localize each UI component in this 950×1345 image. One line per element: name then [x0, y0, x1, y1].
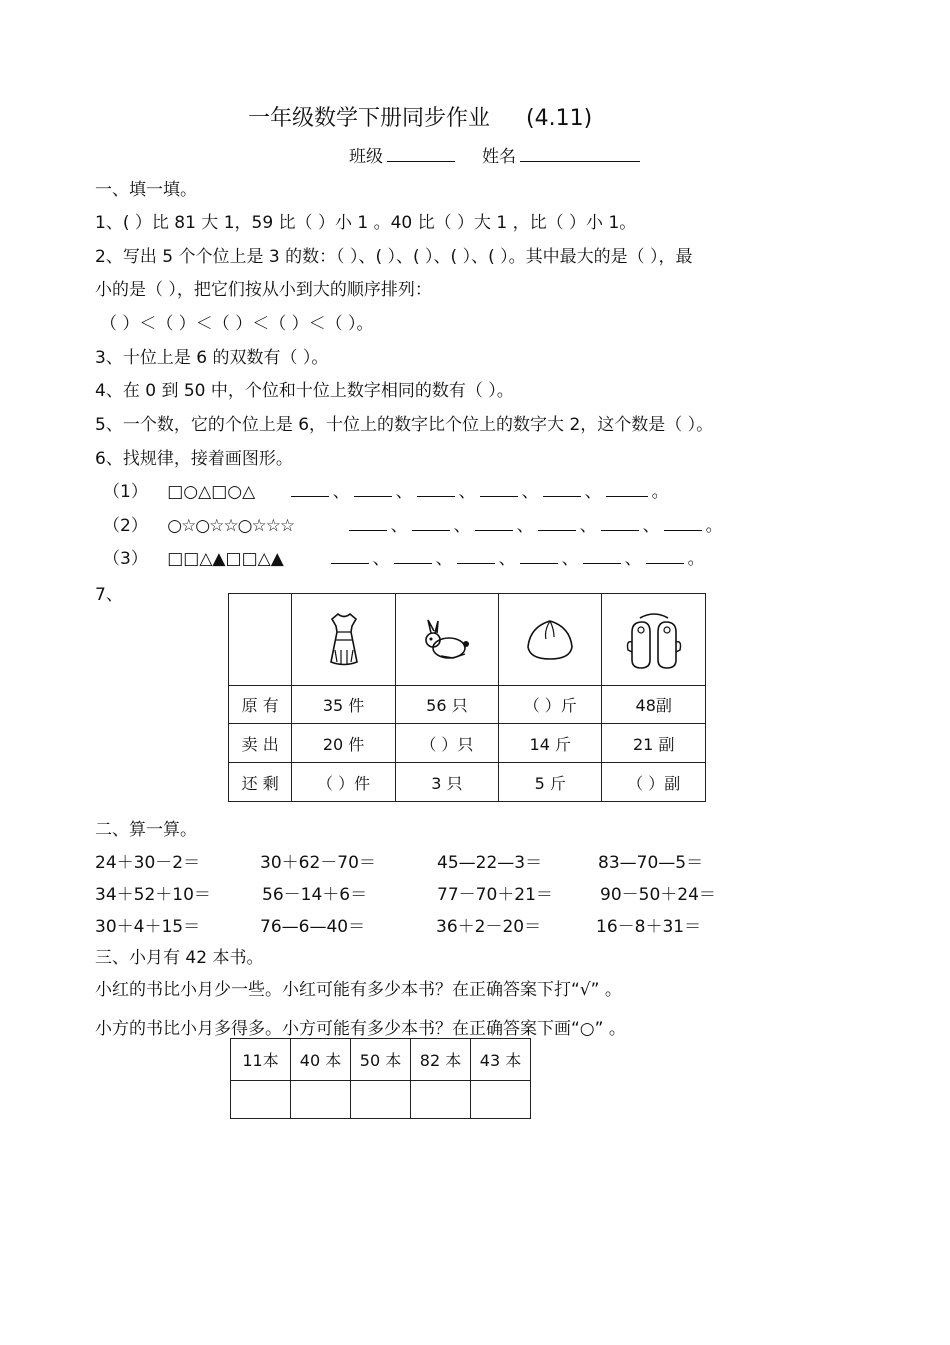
- rabbit-icon: [419, 618, 475, 662]
- question-5: 5、一个数，它的个位上是 6，十位上的数字比个位上的数字大 2，这个数是（ ）。: [95, 415, 714, 435]
- calc-item[interactable]: 83—70—5＝: [598, 853, 704, 873]
- table-cell: 21 副: [602, 724, 706, 763]
- separator: 、: [435, 549, 453, 569]
- pattern-blank[interactable]: [349, 514, 387, 531]
- table-cell[interactable]: （ ）副: [602, 763, 706, 802]
- table-cell: 35 件: [292, 686, 395, 724]
- end-mark: 。: [687, 549, 705, 569]
- question-3: 3、十位上是 6 的双数有（ ）。: [95, 348, 329, 368]
- mittens-icon: [622, 608, 686, 672]
- calc-item[interactable]: 36＋2－20＝: [436, 917, 542, 937]
- calc-item[interactable]: 34＋52＋10＝: [95, 885, 211, 905]
- row-label: 卖 出: [229, 724, 292, 763]
- answer-cell[interactable]: [291, 1081, 351, 1119]
- title-date: (4.11): [526, 106, 593, 131]
- pattern-blank[interactable]: [412, 514, 450, 531]
- section3-line2: 小方的书比小月多得多。小方可能有多少本书？在正确答案下画“○” 。: [95, 1019, 626, 1039]
- title-text: 一年级数学下册同步作业: [248, 106, 491, 131]
- name-field[interactable]: [482, 142, 640, 167]
- dress-icon: [324, 610, 364, 670]
- question-4: 4、在 0 到 50 中，个位和十位上数字相同的数有（ ）。: [95, 381, 514, 401]
- mittens-cell: [602, 594, 706, 686]
- class-blank[interactable]: [387, 143, 455, 162]
- section3-line1: 小红的书比小月少一些。小红可能有多少本书？在正确答案下打“√” 。: [95, 980, 622, 1000]
- pattern-blank[interactable]: [475, 514, 513, 531]
- options-row: [231, 1039, 531, 1081]
- pattern-blank[interactable]: [354, 480, 392, 497]
- pattern-blank[interactable]: [606, 480, 648, 497]
- table-row: [229, 763, 706, 802]
- calc-item[interactable]: 16－8＋31＝: [596, 917, 702, 937]
- separator: 、: [453, 516, 471, 536]
- question-7-label: 7、: [95, 585, 123, 605]
- question-2-line2: 小的是（ ），把它们按从小到大的顺序排列：: [95, 280, 432, 300]
- option-cell: 43 本: [471, 1039, 531, 1081]
- end-mark: 。: [705, 516, 723, 536]
- separator: 、: [521, 482, 539, 502]
- option-cell: 11本: [231, 1039, 291, 1081]
- separator: 、: [624, 549, 642, 569]
- answer-cell[interactable]: [231, 1081, 291, 1119]
- table-cell: 48副: [602, 686, 706, 724]
- table-cell: 14 斤: [499, 724, 602, 763]
- table-cell: 56 只: [395, 686, 498, 724]
- pattern-blank[interactable]: [664, 514, 702, 531]
- empty-cell: [229, 594, 292, 686]
- question-2-line1: 2、写出 5 个个位上是 3 的数：（ ）、( ）、( ）、( ）、( ）。其中最大的是（ ），最: [95, 247, 693, 267]
- calc-item[interactable]: 76—6—40＝: [260, 917, 366, 937]
- pattern-row-1: [103, 477, 669, 502]
- end-mark: 。: [651, 482, 669, 502]
- option-cell: 82 本: [411, 1039, 471, 1081]
- table-cell[interactable]: （ ）只: [395, 724, 498, 763]
- pattern-row-3: [103, 544, 705, 569]
- section2-heading: 二、算一算。: [95, 820, 197, 840]
- question-1: 1、( ）比 81 大 1，59 比（ ）小 1 。40 比（ ）大 1 ，比（ ）小 1。: [95, 213, 637, 233]
- separator: 、: [390, 516, 408, 536]
- calc-item[interactable]: 45—22—3＝: [437, 853, 543, 873]
- pattern-label: （2）: [103, 516, 148, 536]
- option-cell: 50 本: [351, 1039, 411, 1081]
- answer-table: [230, 1038, 531, 1119]
- bun-cell: [499, 594, 602, 686]
- pattern-blank[interactable]: [520, 547, 558, 564]
- separator: 、: [372, 549, 390, 569]
- class-field[interactable]: [349, 142, 455, 167]
- separator: 、: [395, 482, 413, 502]
- name-label: 姓名: [482, 147, 516, 167]
- worksheet-title: [248, 101, 592, 132]
- pattern-blank[interactable]: [583, 547, 621, 564]
- calc-item[interactable]: 56－14＋6＝: [262, 885, 368, 905]
- pattern-row-2: [103, 511, 723, 536]
- pattern-blank[interactable]: [331, 547, 369, 564]
- section3-heading: 三、小月有 42 本书。: [95, 948, 264, 968]
- class-label: 班级: [349, 147, 383, 167]
- question-6: 6、找规律，接着画图形。: [95, 449, 293, 469]
- section1-heading: 一、填一填。: [95, 180, 197, 200]
- pattern-blank[interactable]: [394, 547, 432, 564]
- rabbit-cell: [395, 594, 498, 686]
- calc-item[interactable]: 77－70＋21＝: [437, 885, 553, 905]
- separator: 、: [516, 516, 534, 536]
- pattern-blank[interactable]: [480, 480, 518, 497]
- table-cell: 3 只: [395, 763, 498, 802]
- table-cell[interactable]: （ ）斤: [499, 686, 602, 724]
- separator: 、: [579, 516, 597, 536]
- pattern-shapes: □○△□○△: [167, 482, 256, 502]
- pattern-blank[interactable]: [538, 514, 576, 531]
- separator: 、: [642, 516, 660, 536]
- pattern-blank[interactable]: [291, 480, 329, 497]
- separator: 、: [458, 482, 476, 502]
- pattern-blank[interactable]: [646, 547, 684, 564]
- pattern-blank[interactable]: [601, 514, 639, 531]
- pattern-blank[interactable]: [417, 480, 455, 497]
- icon-row: [229, 594, 706, 686]
- pattern-shapes: □□△▲□□△▲: [167, 549, 284, 569]
- inventory-table: [228, 593, 706, 802]
- dress-cell: [292, 594, 395, 686]
- table-cell: 5 斤: [499, 763, 602, 802]
- separator: 、: [584, 482, 602, 502]
- question-2-line3: （ ）＜（ ）＜（ ）＜（ ）＜（ ）。: [100, 314, 374, 334]
- answer-cell[interactable]: [411, 1081, 471, 1119]
- calc-item[interactable]: 90－50＋24＝: [600, 885, 716, 905]
- calc-item[interactable]: 24＋30－2＝: [95, 853, 201, 873]
- table-row: [229, 686, 706, 724]
- calc-item[interactable]: 30＋4＋15＝: [95, 917, 201, 937]
- option-cell: 40 本: [291, 1039, 351, 1081]
- pattern-blank[interactable]: [457, 547, 495, 564]
- table-cell: 20 件: [292, 724, 395, 763]
- bun-icon: [524, 617, 576, 663]
- answer-cell[interactable]: [351, 1081, 411, 1119]
- table-row: [229, 724, 706, 763]
- separator: 、: [332, 482, 350, 502]
- answer-row: [231, 1081, 531, 1119]
- name-blank[interactable]: [520, 143, 640, 162]
- row-label: 原 有: [229, 686, 292, 724]
- separator: 、: [561, 549, 579, 569]
- separator: 、: [498, 549, 516, 569]
- answer-cell[interactable]: [471, 1081, 531, 1119]
- row-label: 还 剩: [229, 763, 292, 802]
- pattern-label: （3）: [103, 549, 148, 569]
- pattern-label: （1）: [103, 482, 148, 502]
- pattern-shapes: ○☆○☆☆○☆☆☆: [167, 516, 295, 536]
- table-cell[interactable]: （ ）件: [292, 763, 395, 802]
- pattern-blank[interactable]: [543, 480, 581, 497]
- calc-item[interactable]: 30＋62－70＝: [260, 853, 376, 873]
